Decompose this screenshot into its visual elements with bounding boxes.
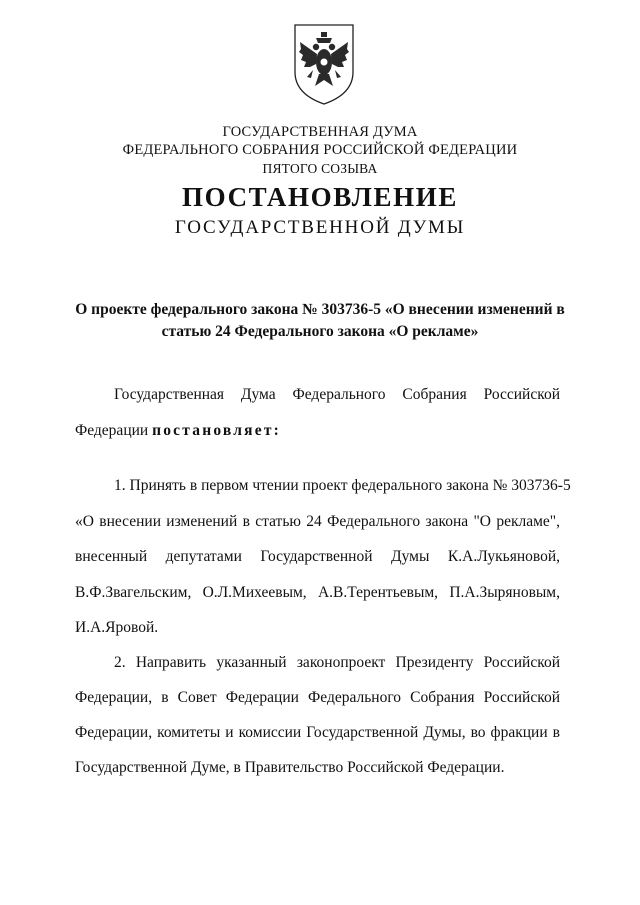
double-headed-eagle-icon — [291, 22, 357, 106]
subject-line-1: О проекте федерального закона № 303736-5 «О внесении изменений в — [75, 301, 565, 318]
item1-line-3: внесенный депутатами Государственной Думы К.А.Лукьяновой, — [75, 548, 560, 565]
preamble-prefix: Федерации — [75, 422, 153, 439]
item1-line-4: В.Ф.Звагельским, О.Л.Михеевым, А.В.Терентьевым, П.А.Зыряновым, — [75, 584, 560, 601]
document-subject — [60, 299, 580, 343]
item1-line-5: И.А.Яровой. — [75, 619, 159, 636]
item2-line-4: Государственной Думе, в Правительство Российской Федерации. — [75, 759, 505, 776]
preamble-line-1: Государственная Дума Федерального Собрания Российской — [114, 386, 560, 403]
header-line-3: ПЯТОГО СОЗЫВА — [262, 161, 378, 176]
item2-line-1: 2. Направить указанный законопроект Президенту Российской — [114, 654, 560, 671]
item1-line-2: «О внесении изменений в статью 24 Федерального закона "О рекламе", — [75, 513, 560, 530]
header-line-1: ГОСУДАРСТВЕННАЯ ДУМА — [222, 124, 418, 140]
item1-line-1: 1. Принять в первом чтении проект федерального закона № 303736-5 — [114, 477, 571, 494]
coat-of-arms-emblem — [291, 22, 357, 106]
document-subtitle: ГОСУДАРСТВЕННОЙ ДУМЫ — [174, 217, 466, 238]
item2-line-2: Федерации, в Совет Федерации Федерального Собрания Российской — [75, 689, 560, 706]
resolves-verb: постановляет: — [152, 422, 281, 439]
item2-line-3: Федерации, комитеты и комиссии Государственной Думы, во фракции в — [75, 724, 560, 741]
document-title: ПОСТАНОВЛЕНИЕ — [182, 182, 458, 212]
header-line-2: ФЕДЕРАЛЬНОГО СОБРАНИЯ РОССИЙСКОЙ ФЕДЕРАЦИИ — [122, 142, 518, 158]
subject-line-2: статью 24 Федерального закона «О рекламе» — [161, 323, 479, 340]
preamble-line-2 — [75, 421, 560, 441]
